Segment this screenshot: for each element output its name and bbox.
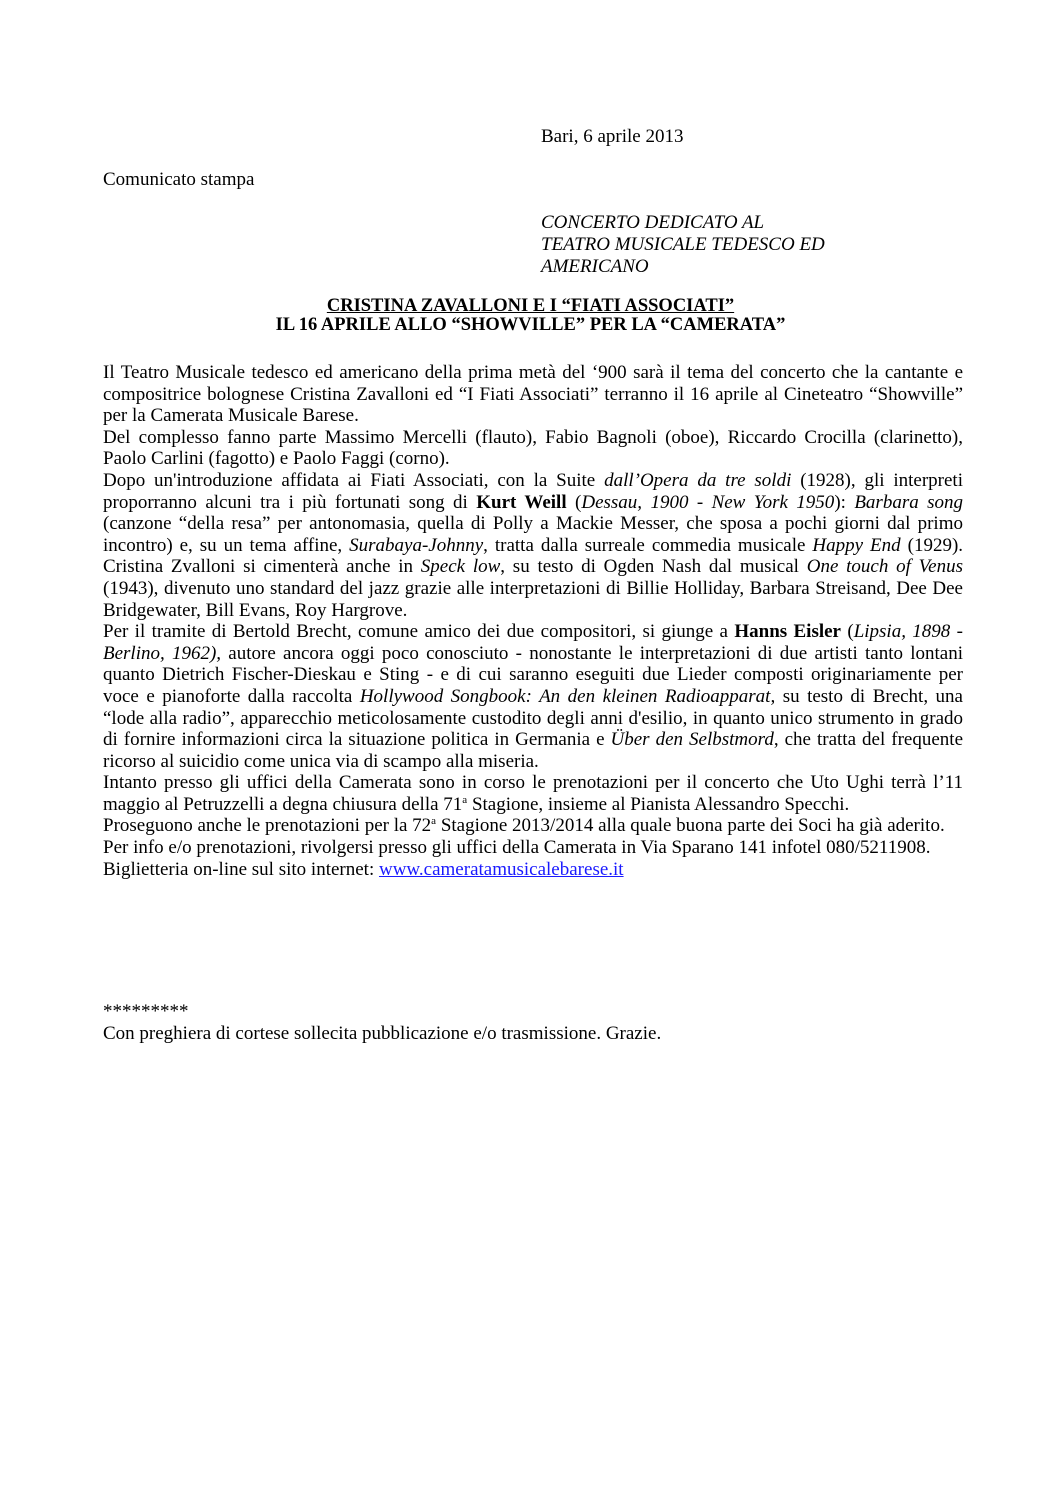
- paragraph-season: [103, 815, 963, 837]
- text-span: , su testo di Ogden Nash dal musical: [500, 556, 807, 578]
- paragraph-ensemble: Del complesso fanno parte Massimo Mercelli (flauto), Fabio Bagnoli (oboe), Riccardo Crocilla (clarinetto), Paolo Carlini (fagotto) e Paolo Faggi (corno).: [103, 426, 963, 470]
- text-span: Intanto presso gli uffici della Camerata sono in corso le prenotazioni per il concerto che Uto Ughi terrà l’11 maggio al Petruzzelli a degna chiusura della 71: [103, 772, 963, 815]
- work-title: Über den Selbstmord: [610, 729, 774, 751]
- text-span: Dopo un'introduzione affidata ai Fiati Associati, con la Suite: [103, 469, 605, 491]
- date-line: Bari, 6 aprile 2013: [541, 126, 684, 147]
- text-span: Proseguono anche le prenotazioni per la 72: [103, 815, 432, 837]
- work-title: dall’Opera da tre soldi: [604, 469, 792, 491]
- work-title: Surabaya-Johnny: [349, 534, 484, 556]
- closing-line: Con preghiera di cortese sollecita pubblicazione e/o trasmissione. Grazie.: [103, 1023, 662, 1044]
- text-span: Per il tramite di Bertold Brecht, comune amico dei due compositori, si giunge a: [103, 621, 735, 643]
- paragraph-eisler: [103, 621, 963, 772]
- ordinal-marker: a: [431, 815, 437, 828]
- body-text: [103, 362, 963, 880]
- paragraph-info: Per info e/o prenotazioni, rivolgersi presso gli uffici della Camerata in Via Sparano 141 infotel 080/5211908.: [103, 837, 931, 859]
- composer-name: Hanns Eisler: [734, 621, 841, 643]
- headline-line-1: CRISTINA ZAVALLONI E I “FIATI ASSOCIATI”: [326, 296, 735, 316]
- text-span: Stagione 2013/2014 alla quale buona parte dei Soci ha già aderito.: [436, 815, 945, 837]
- text-span: (canzone “della resa” per antonomasia, quella di Polly a Mackie Messer, che sposa a pochi giorni dal primo incontro) e, su un tema affine,: [103, 513, 963, 556]
- text-span: Biglietteria on-line sul sito internet:: [103, 858, 379, 880]
- separator-stars: *********: [103, 1001, 189, 1022]
- composer-name: Kurt Weill: [476, 491, 567, 513]
- text-span: , tratta dalla surreale commedia musicale: [483, 534, 813, 556]
- subtitle-line: AMERICANO: [541, 256, 649, 277]
- work-title: Happy End: [812, 534, 901, 556]
- text-span: (1929). Cristina Zvalloni si cimenterà anche in: [103, 534, 964, 578]
- headline-line-2: IL 16 APRILE ALLO “SHOWVILLE” PER LA “CAMERATA”: [275, 315, 786, 335]
- subtitle-line: CONCERTO DEDICATO AL: [541, 212, 765, 233]
- text-span: (1943), divenuto uno standard del jazz grazie alle interpretazioni di Billie Holliday, Barbara Streisand, Dee Dee Bridgewater, Bill Evans, Roy Hargrove.: [103, 577, 963, 621]
- work-title: One touch of Venus: [806, 556, 963, 578]
- paragraph-ughi: [103, 772, 963, 815]
- work-title: Barbara song: [854, 491, 964, 513]
- work-title: Speck low: [420, 556, 501, 578]
- headline: [103, 297, 958, 335]
- text-span: (: [566, 491, 582, 513]
- text-span: ):: [834, 491, 855, 513]
- text-span: su testo di Brecht, una “lode alla radio”, apparecchio meticolosamente custodito degli anni d'esilio, in quanto unico strumento in grado di fornire informazioni circa la situazione politica in Germania e: [103, 685, 963, 751]
- text-span: autore ancora oggi poco conosciuto - nonostante le interpretazioni di due artisti tanto lontani quanto Dietrich Fischer-Dieskau e Sting - e di cui saranno eseguiti due Lieder composti originariamente per voce e pianoforte dalla raccolta: [103, 642, 963, 707]
- composer-dates: Lipsia, 1898 - Berlino, 1962),: [103, 621, 963, 664]
- document-label: Comunicato stampa: [103, 169, 255, 190]
- ordinal-marker: a: [462, 793, 468, 806]
- text-span: Stagione, insieme al Pianista Alessandro Specchi.: [467, 793, 850, 815]
- paragraph-weill: [103, 470, 963, 621]
- text-span: (1928), gli interpreti proporranno alcuni tra i più fortunati song di: [103, 469, 963, 513]
- work-title: Hollywood Songbook: An den kleinen Radioapparat,: [359, 685, 776, 707]
- text-span: , che tratta del frequente ricorso al suicidio come unica via di scampo alla miseria.: [103, 729, 964, 772]
- subtitle-line: TEATRO MUSICALE TEDESCO ED: [541, 234, 825, 255]
- paragraph-intro: Il Teatro Musicale tedesco ed americano della prima metà del ‘900 sarà il tema del concerto che la cantante e compositrice bolognese Cristina Zavalloni ed “I Fiati Associati” terranno il 16 aprile al Cineteatro “Showville” per la Camerata Musicale Barese.: [103, 362, 963, 427]
- website-link[interactable]: www.cameratamusicalebarese.it: [378, 858, 624, 880]
- text-span: (: [841, 621, 854, 643]
- composer-dates: Dessau, 1900 - New York 1950: [581, 491, 835, 513]
- paragraph-tickets: [103, 859, 963, 881]
- subtitle: [541, 212, 825, 278]
